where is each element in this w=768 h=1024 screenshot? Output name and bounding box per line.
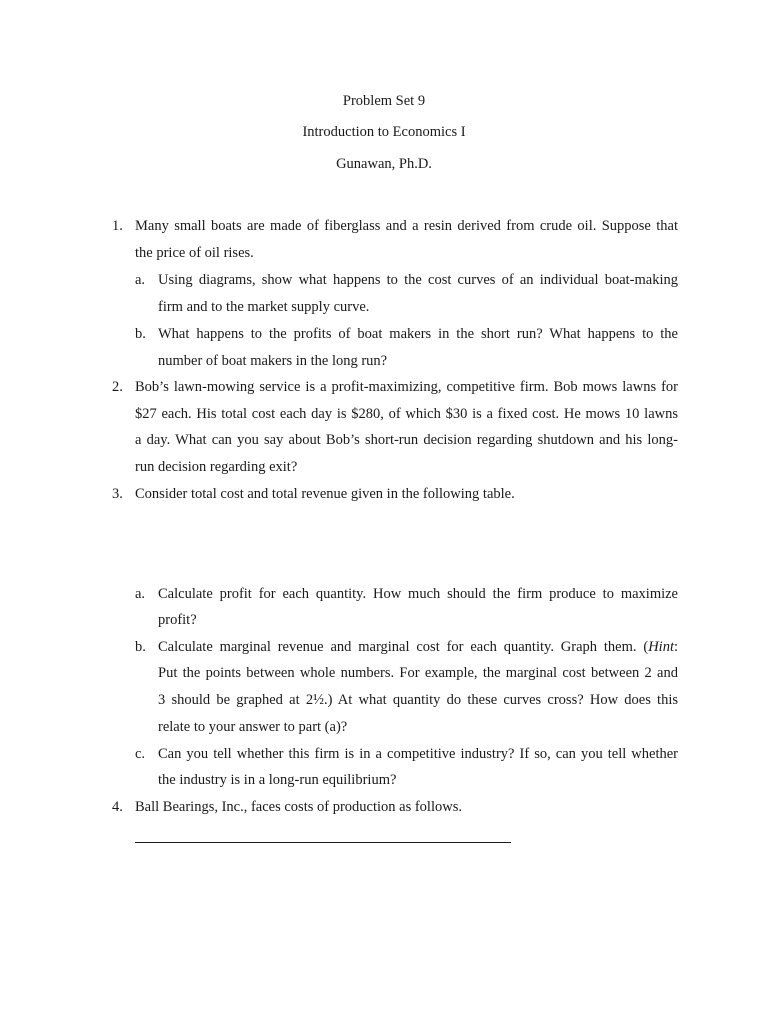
question-text-line: Ball Bearings, Inc., faces costs of production as follows. [135, 799, 462, 815]
course-title: Introduction to Economics I [302, 124, 466, 140]
part-text-line-with-hint [158, 639, 678, 655]
part-text-line: Calculate profit for each quantity. How much should the firm produce to maximize [158, 586, 678, 602]
part-label: a. [135, 586, 146, 602]
part-text-line: Using diagrams, show what happens to the cost curves of an individual boat-making [158, 272, 678, 288]
question-number: 4. [112, 799, 123, 815]
question-text-line: a day. What can you say about Bob’s short-run decision regarding shutdown and his long- [135, 432, 678, 448]
page-title: Problem Set 9 [342, 93, 426, 109]
part-text-line: Can you tell whether this firm is in a competitive industry? If so, can you tell whether [158, 746, 678, 762]
part-text-line: relate to your answer to part (a)? [158, 719, 348, 735]
part-text-line: What happens to the profits of boat makers in the short run? What happens to the [158, 326, 678, 342]
part-text-line: Put the points between whole numbers. For example, the marginal cost between 2 and [158, 665, 678, 681]
question-number: 3. [112, 486, 123, 502]
part-text-line: 3 should be graphed at 2½.) At what quantity do these curves cross? How does this [158, 692, 678, 708]
hint-word: Hint [648, 639, 674, 655]
horizontal-rule [135, 842, 511, 843]
part-text-line: number of boat makers in the long run? [158, 353, 388, 369]
question-number: 1. [112, 218, 123, 234]
question-text-line: $27 each. His total cost each day is $280, of which $30 is a fixed cost. He mows 10 lawns [135, 406, 678, 422]
part-text-line: the industry is in a long-run equilibrium? [158, 772, 397, 788]
part-text: Calculate marginal revenue and marginal cost for each quantity. Graph them. ( [158, 639, 649, 655]
part-label: c. [135, 746, 146, 762]
part-label: b. [135, 639, 146, 655]
question-text-line: Many small boats are made of fiberglass and a resin derived from crude oil. Suppose that [135, 218, 678, 234]
question-text-line: Bob’s lawn-mowing service is a profit-maximizing, competitive firm. Bob mows lawns for [135, 379, 678, 395]
question-text-line: the price of oil rises. [135, 245, 254, 261]
author: Gunawan, Ph.D. [336, 156, 432, 172]
hint-colon: : [673, 639, 678, 655]
question-text-line: Consider total cost and total revenue given in the following table. [135, 486, 515, 502]
question-number: 2. [112, 379, 123, 395]
part-text-line: firm and to the market supply curve. [158, 299, 370, 315]
part-label: b. [135, 326, 146, 342]
part-text-line: profit? [158, 612, 197, 628]
part-label: a. [135, 272, 146, 288]
question-text-line: run decision regarding exit? [135, 459, 298, 475]
